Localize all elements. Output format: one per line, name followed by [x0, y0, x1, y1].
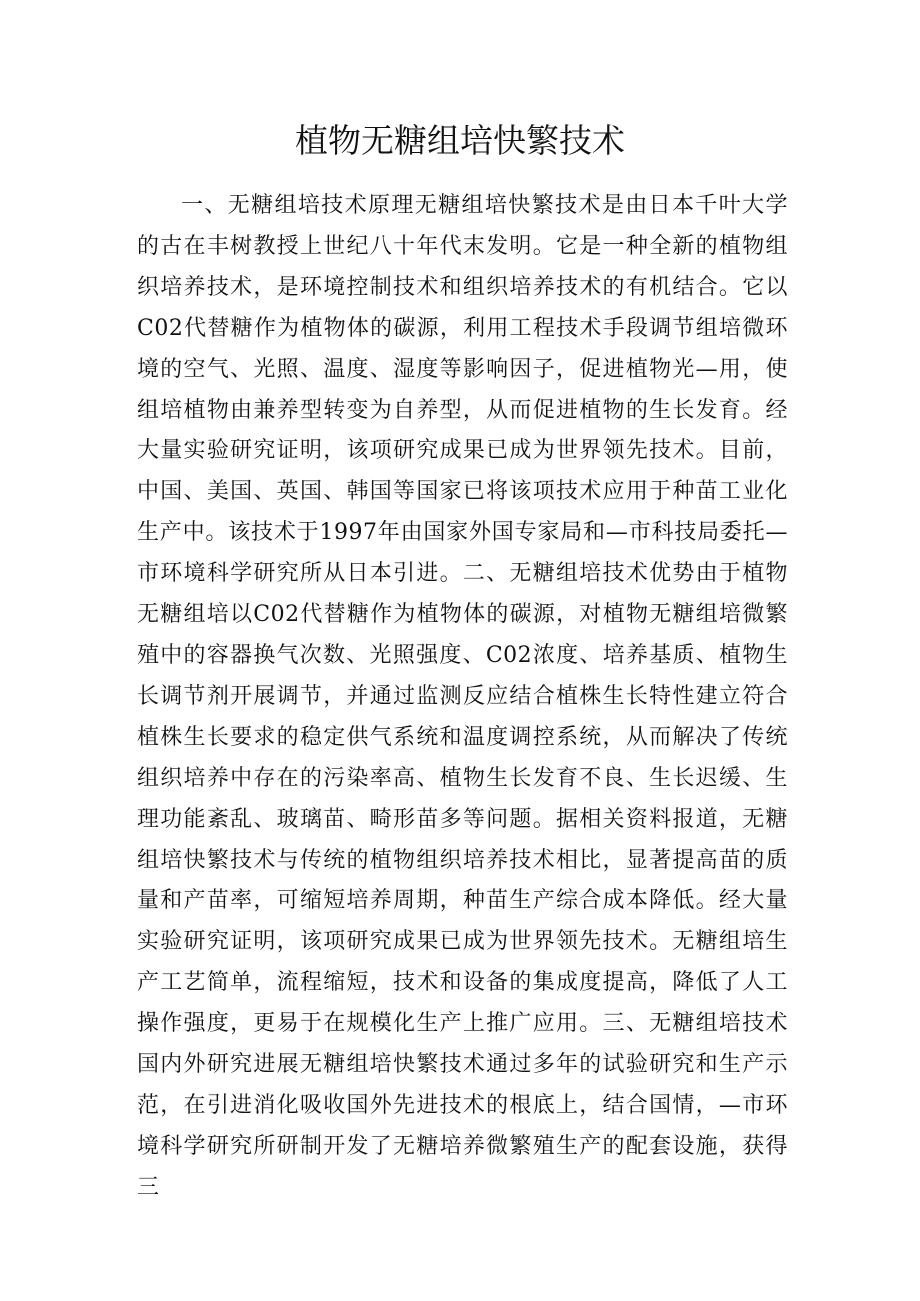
- body-paragraph: 一、无糖组培技术原理无糖组培快繁技术是由日本千叶大学的古在丰树教授上世纪八十年代末发明。它是一种全新的植物组织培养技术，是环境控制技术和组织培养技术的有机结合。它以C02代替糖作为植物体的碳源，利用工程技术手段调节组培微环境的空气、光照、温度、湿度等影响因子，促进植物光—用，使组培植物由兼养型转变为自养型，从而促进植物的生长发育。经大量实验研究证明，该项研究成果已成为世界领先技术。目前，中国、美国、英国、韩国等国家已将该项技术应用于种苗工业化生产中。该技术于1997年由国家外国专家局和—市科技局委托—市环境科学研究所从日本引进。二、无糖组培技术优势由于植物无糖组培以C02代替糖作为植物体的碳源，对植物无糖组培微繁殖中的容器换气次数、光照强度、C02浓度、培养基质、植物生长调节剂开展调节，并通过监测反应结合植株生长特性建立符合植株生长要求的稳定供气系统和温度调控系统，从而解决了传统组织培养中存在的污染率高、植物生长发育不良、生长迟缓、生理功能紊乱、玻璃苗、畸形苗多等问题。据相关资料报道，无糖组培快繁技术与传统的植物组织培养技术相比，显著提高苗的质量和产苗率，可缩短培养周期，种苗生产综合成本降低。经大量实验研究证明，该项研究成果已成为世界领先技术。无糖组培生产工艺简单，流程缩短，技术和设备的集成度提高，降低了人工操作强度，更易于在规模化生产上推广应用。三、无糖组培技术国内外研究进展无糖组培快繁技术通过多年的试验研究和生产示范，在引进消化吸收国外先进技术的根底上，结合国情，—市环境科学研究所研制开发了无糖培养微繁殖生产的配套设施，获得三: [137, 193, 788, 1200]
- document-title: 植物无糖组培快繁技术: [295, 121, 625, 160]
